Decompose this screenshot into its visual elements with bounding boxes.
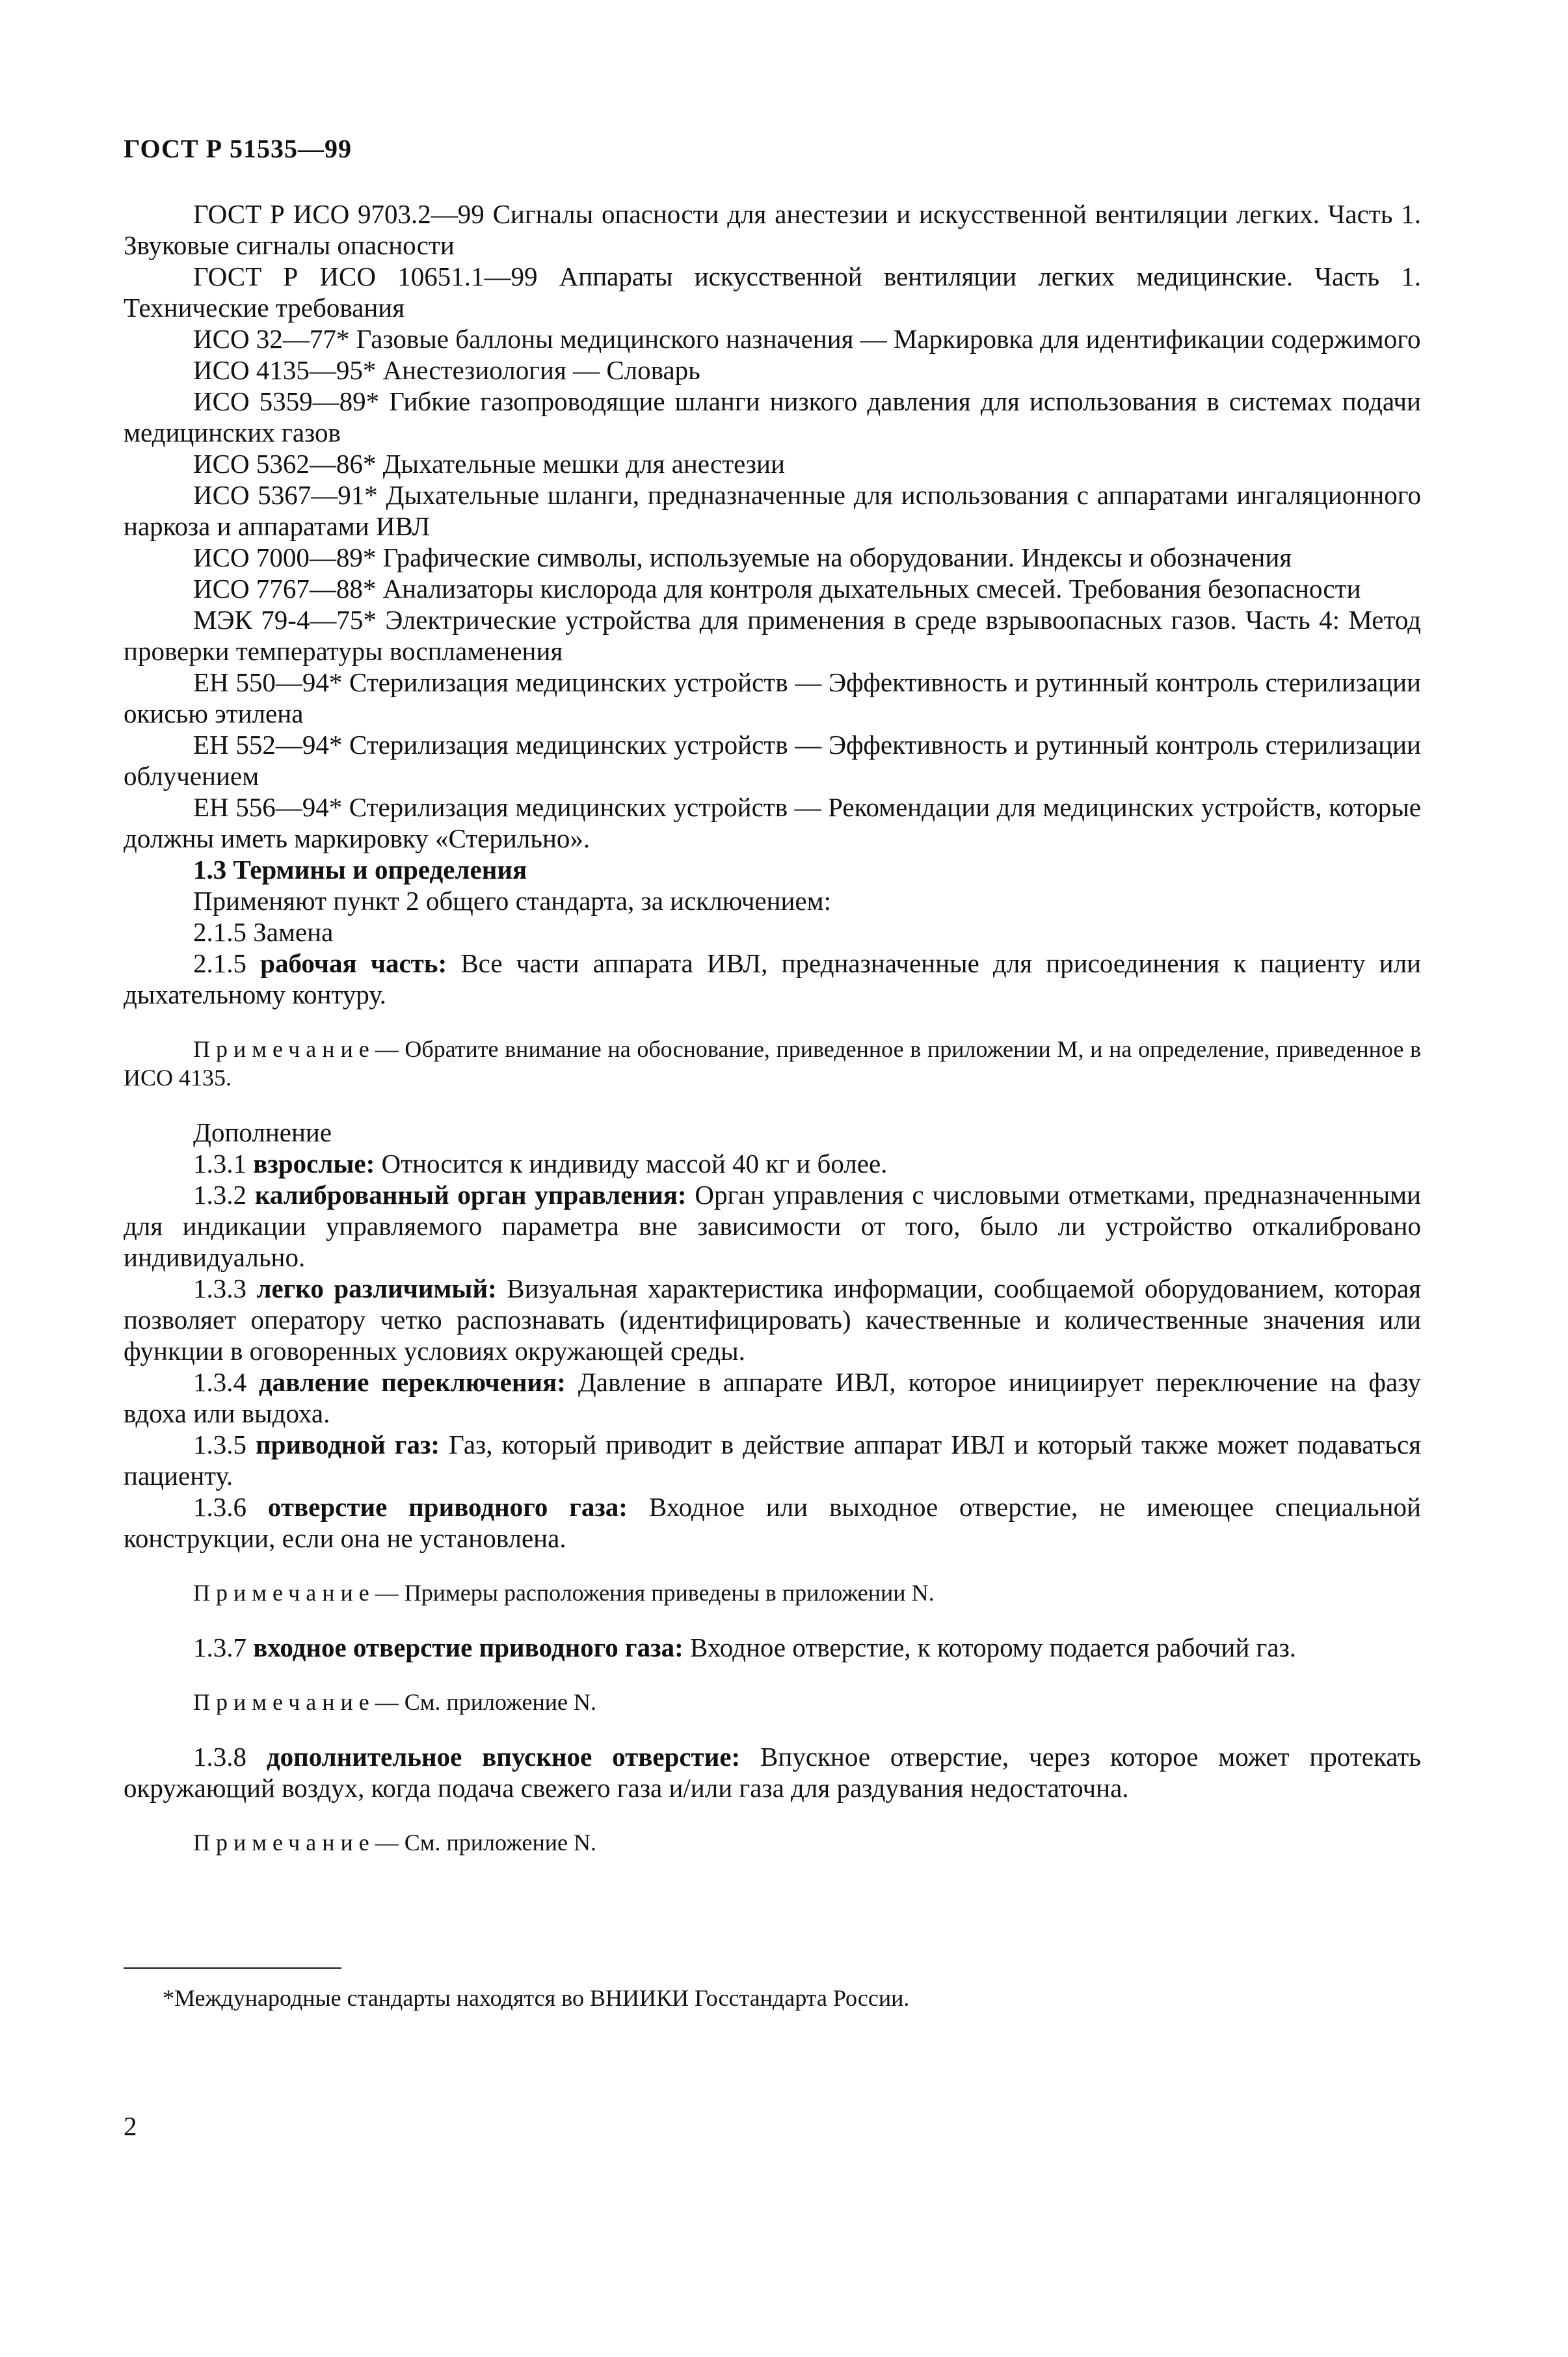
- term-number: 1.3.1: [193, 1149, 246, 1178]
- note-text: — См. приложение N.: [375, 1689, 597, 1715]
- note: [124, 1828, 1421, 1857]
- note: [124, 1035, 1421, 1092]
- note: [124, 1688, 1421, 1716]
- term-text: Относится к индивиду массой 40 кг и более.: [381, 1149, 888, 1178]
- term-text: Орган управления с числовыми отметками, предназначенными для индикации управляемого параметра вне зависимости от того, было ли устройство откалибровано индивидуально.: [124, 1180, 1422, 1272]
- note-label: Примечание: [193, 1689, 375, 1715]
- term-name: рабочая часть:: [260, 948, 447, 978]
- note-text: — Обратите внимание на обоснование, приведенное в приложении М, и на определение, приведенное в ИСО 4135.: [124, 1036, 1421, 1091]
- term-number: 1.3.3: [193, 1273, 246, 1303]
- reference-item: ЕН 552—94* Стерилизация медицинских устройств — Эффективность и рутинный контроль стерилизации облучением: [124, 730, 1421, 791]
- term-number: 1.3.4: [193, 1367, 246, 1397]
- reference-item: ИСО 5362—86* Дыхательные мешки для анестезии: [193, 449, 785, 479]
- term-text: Визуальная характеристика информации, сообщаемой оборудованием, которая позволяет оператору четко распознавать (идентифицировать) качественные и количественные значения или функции в оговоренных условиях окружающей среды.: [124, 1273, 1422, 1366]
- reference-item: ИСО 4135—95* Анестезиология — Словарь: [193, 355, 700, 385]
- page-header-standard: ГОСТ Р 51535—99: [124, 134, 352, 163]
- term-text: Входное или выходное отверстие, не имеющее специальной конструкции, если она не установлена.: [124, 1492, 1421, 1553]
- term-definition: [124, 1273, 1421, 1366]
- term-number: 2.1.5: [193, 948, 246, 978]
- term-definition: [124, 1366, 1421, 1429]
- note-label: Примечание: [193, 1580, 375, 1606]
- note: [124, 1578, 1421, 1607]
- term-definition-replaced: [124, 948, 1421, 1010]
- reference-item: ИСО 7767—88* Анализаторы кислорода для контроля дыхательных смесей. Требования безопасности: [193, 574, 1361, 604]
- term-name: давление переключения:: [258, 1367, 566, 1397]
- term-name: дополнительное впускное отверстие:: [266, 1742, 741, 1772]
- term-name: приводной газ:: [256, 1430, 440, 1459]
- term-definition: [124, 1741, 1421, 1804]
- reference-item: ИСО 5359—89* Гибкие газопроводящие шланги низкого давления для использования в системах подачи медицинских газов: [124, 386, 1421, 447]
- section-heading: 1.3 Термины и определения: [193, 855, 527, 885]
- term-definition: [124, 1491, 1421, 1554]
- term-name: входное отверстие приводного газа:: [253, 1632, 684, 1662]
- note-label: Примечание: [193, 1830, 375, 1856]
- term-definition: [124, 1179, 1421, 1273]
- reference-item: ГОСТ Р ИСО 10651.1—99 Аппараты искусственной вентиляции легких медицинские. Часть 1. Технические требования: [124, 261, 1421, 323]
- term-text: Входное отверстие, к которому подается рабочий газ.: [690, 1632, 1297, 1662]
- term-text: Впускное отверстие, через которое может протекать окружающий воздух, когда подача свежего газа и/или газа для раздувания недостаточна.: [124, 1742, 1421, 1803]
- reference-item: ГОСТ Р ИСО 9703.2—99 Сигналы опасности для анестезии и искусственной вентиляции легких. Часть 1. Звуковые сигналы опасности: [124, 199, 1421, 260]
- term-name: отверстие приводного газа:: [267, 1492, 628, 1522]
- term-text: Давление в аппарате ИВЛ, которое инициирует переключение на фазу вдоха или выдоха.: [124, 1367, 1422, 1428]
- term-name: калиброванный орган управления:: [254, 1180, 687, 1210]
- term-number: 1.3.2: [193, 1180, 246, 1210]
- term-name: взрослые:: [253, 1149, 375, 1178]
- note-text: — Примеры расположения приведены в приложении N.: [375, 1580, 935, 1606]
- replacement-label: 2.1.5 Замена: [193, 917, 334, 947]
- reference-item: ЕН 556—94* Стерилизация медицинских устройств — Рекомендации для медицинских устройств, которые должны иметь маркировку «Стерильно».: [124, 792, 1421, 853]
- term-number: 1.3.7: [193, 1632, 246, 1662]
- term-definition: [124, 1429, 1421, 1491]
- term-name: легко различимый:: [256, 1273, 497, 1303]
- term-text: Газ, который приводит в действие аппарат ИВЛ и который также может подаваться пациенту.: [124, 1430, 1422, 1491]
- page-number: 2: [124, 2111, 137, 2141]
- footnote-rule: [124, 1967, 341, 1969]
- term-number: 1.3.5: [193, 1430, 246, 1459]
- footnote: *Международные стандарты находятся во ВНИИКИ Госстандарта России.: [163, 1985, 910, 2011]
- term-number: 1.3.6: [193, 1492, 246, 1522]
- reference-item: ИСО 7000—89* Графические символы, используемые на оборудовании. Индексы и обозначения: [193, 542, 1292, 572]
- reference-item: МЭК 79-4—75* Электрические устройства для применения в среде взрывоопасных газов. Часть 4: Метод проверки температуры воспламенения: [124, 605, 1421, 666]
- term-number: 1.3.8: [193, 1742, 246, 1772]
- term-text: Все части аппарата ИВЛ, предназначенные для присоединения к пациенту или дыхательному контуру.: [124, 948, 1421, 1009]
- note-label: Примечание: [193, 1036, 375, 1062]
- term-definition: [124, 1632, 1421, 1663]
- reference-item: ИСО 32—77* Газовые баллоны медицинского назначения — Маркировка для идентификации содержимого: [193, 324, 1421, 354]
- note-text: — См. приложение N.: [375, 1830, 597, 1856]
- addition-label: Дополнение: [193, 1117, 332, 1147]
- reference-item: ИСО 5367—91* Дыхательные шланги, предназначенные для использования с аппаратами ингаляционного наркоза и аппаратами ИВЛ: [124, 480, 1421, 541]
- document-body: [124, 198, 1421, 1882]
- term-definition: [124, 1148, 1421, 1179]
- reference-item: ЕН 550—94* Стерилизация медицинских устройств — Эффективность и рутинный контроль стерилизации окисью этилена: [124, 667, 1421, 728]
- section-intro: Применяют пункт 2 общего стандарта, за исключением:: [193, 886, 831, 916]
